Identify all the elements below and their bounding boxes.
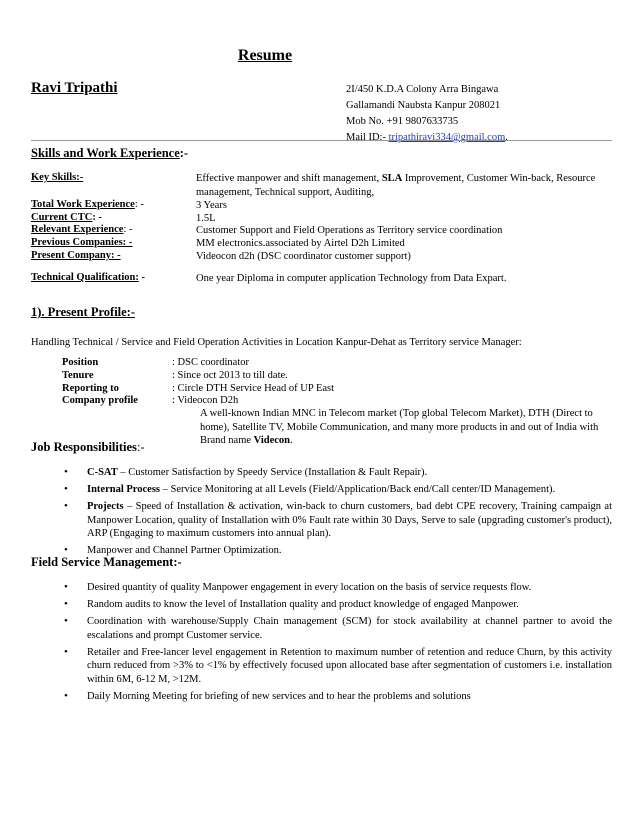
present-company-label: Present Company: - [31,250,121,261]
company-description-post: . [290,435,293,446]
key-skills-bold: SLA [381,173,403,184]
job-item-text: – Speed of Installation & activation, win-back to churn customers, bad debt CPE recovery, Training campaign at Manpower Location, quality of Installation with 0% Fault rate within 30 Days, Serve to sale (upgrading customer's product), ARP (Engaging to maximum customers into annual plan). [87,501,612,539]
previous-companies-value: MM electronics.associated by Airtel D2h Limited [196,238,405,249]
present-company-value: Videocon d2h (DSC coordinator customer support) [196,251,411,262]
job-responsibilities-heading-suffix: :- [136,440,145,454]
current-ctc-label [31,212,102,223]
company-description-bold: Videcon [253,435,291,446]
skills-heading-suffix: :- [179,146,189,160]
company-description [200,407,620,448]
email-suffix: . [505,132,508,143]
address-line-2: Gallamandi Naubsta Kanpur 208021 [346,100,501,111]
company-profile-value: : Videocon D2h [172,395,239,406]
phone-number: Mob No. +91 9807633735 [346,116,459,127]
tenure-label: Tenure [62,370,94,381]
position-label: Position [62,357,99,368]
list-item: • Coordination with warehouse/Supply Chain management (SCM) for stock availability at channel partner to avoid the escalations and prompt Customer service. [64,615,612,642]
technical-qualification-value: One year Diploma in computer application Technology from Data Expart. [196,273,507,284]
list-item: • Daily Morning Meeting for briefing of new services and to hear the problems and solutions [64,690,612,704]
resume-title: Resume [237,47,293,64]
reporting-to-value: : Circle DTH Service Head of UP East [172,383,335,394]
present-profile-heading: 1). Present Profile:- [31,305,136,319]
job-responsibilities-list [64,466,612,561]
skills-heading [31,146,188,161]
key-skills-post: Improvement, Customer Win-back, Resource management, Technical support, Auditing, [196,173,596,198]
header-divider [31,140,612,141]
job-responsibilities-heading [31,440,145,455]
job-item-bold: C-SAT [87,467,118,478]
key-skills-value [196,172,606,199]
company-profile-label: Company profile [62,395,138,406]
job-item-text: – Customer Satisfaction by Speedy Service (Installation & Fault Repair). [117,467,428,478]
candidate-name: Ravi Tripathi [31,80,118,96]
job-item-text: Manpower and Channel Partner Optimization. [87,545,282,556]
total-experience-label [31,199,144,210]
tenure-value: : Since oct 2013 to till date. [172,370,288,381]
relevant-experience-value: Customer Support and Field Operations as Territory service coordination [196,225,503,236]
total-experience-value: 3 Years [196,200,227,211]
list-item [64,483,612,497]
relevant-experience-label-text: Relevant Experience [31,224,124,235]
present-profile-intro: Handling Technical / Service and Field Operation Activities in Location Kanpur-Dehat as Territory service Manager: [31,337,522,348]
email-label: Mail ID:- [346,132,389,143]
field-service-list [64,581,612,707]
job-responsibilities-heading-text: Job Responsibilities [31,440,137,454]
current-ctc-value: 1.5L [196,213,216,224]
address-line-1: 2I/450 K.D.A Colony Arra Bingawa [346,84,499,95]
list-item: • Random audits to know the level of Installation quality and product knowledge of engaged Manpower. [64,598,612,612]
list-item [64,500,612,541]
field-service-heading: Field Service Management:- [31,555,182,569]
skills-heading-text: Skills and Work Experience [31,146,180,160]
job-item-text: – Service Monitoring at all Levels (Field/Application/Back end/Call center/ID Management). [160,484,556,495]
list-item [64,466,612,480]
previous-companies-label: Previous Companies: - [31,237,133,248]
company-description-pre: A well-known Indian MNC in Telecom market (Top global Telecom Market), DTH (Direct to home), Satellite TV, Mobile Communication, and many more products in and out of India with Brand name [200,408,599,446]
total-experience-label-text: Total Work Experience [31,199,135,210]
relevant-experience-label-suffix: : - [123,224,133,235]
key-skills-pre: Effective manpower and shift management, [196,173,382,184]
total-experience-label-suffix: : - [134,199,144,210]
technical-qualification-label-suffix: - [138,272,145,283]
key-skills-label: Key Skills:- [31,172,84,183]
list-item: • Retailer and Free-lancer level engagement in Retention to maximum number of retention and reduce Churn, by this activity churn reduced from >3% to <1% by effectively focused upon allocated base after segmentation of customers i.e. installation within 6M, 6-12 M, >12M. [64,646,612,687]
email-line [346,130,508,146]
job-item-bold: Projects [87,501,124,512]
job-item-bold: Internal Process [87,484,161,495]
technical-qualification-label [31,272,145,283]
email-link[interactable]: tripathiravi334@gmail.com [388,132,506,143]
reporting-to-label: Reporting to [62,383,119,394]
technical-qualification-label-text: Technical Qualification: [31,272,139,283]
current-ctc-label-text: Current CTC [31,212,93,223]
position-value: : DSC coordinator [172,357,249,368]
relevant-experience-label [31,224,132,235]
address-block [346,82,508,146]
list-item: • Desired quantity of quality Manpower engagement in every location on the basis of service requests flow. [64,581,612,595]
current-ctc-label-suffix: : - [92,212,102,223]
